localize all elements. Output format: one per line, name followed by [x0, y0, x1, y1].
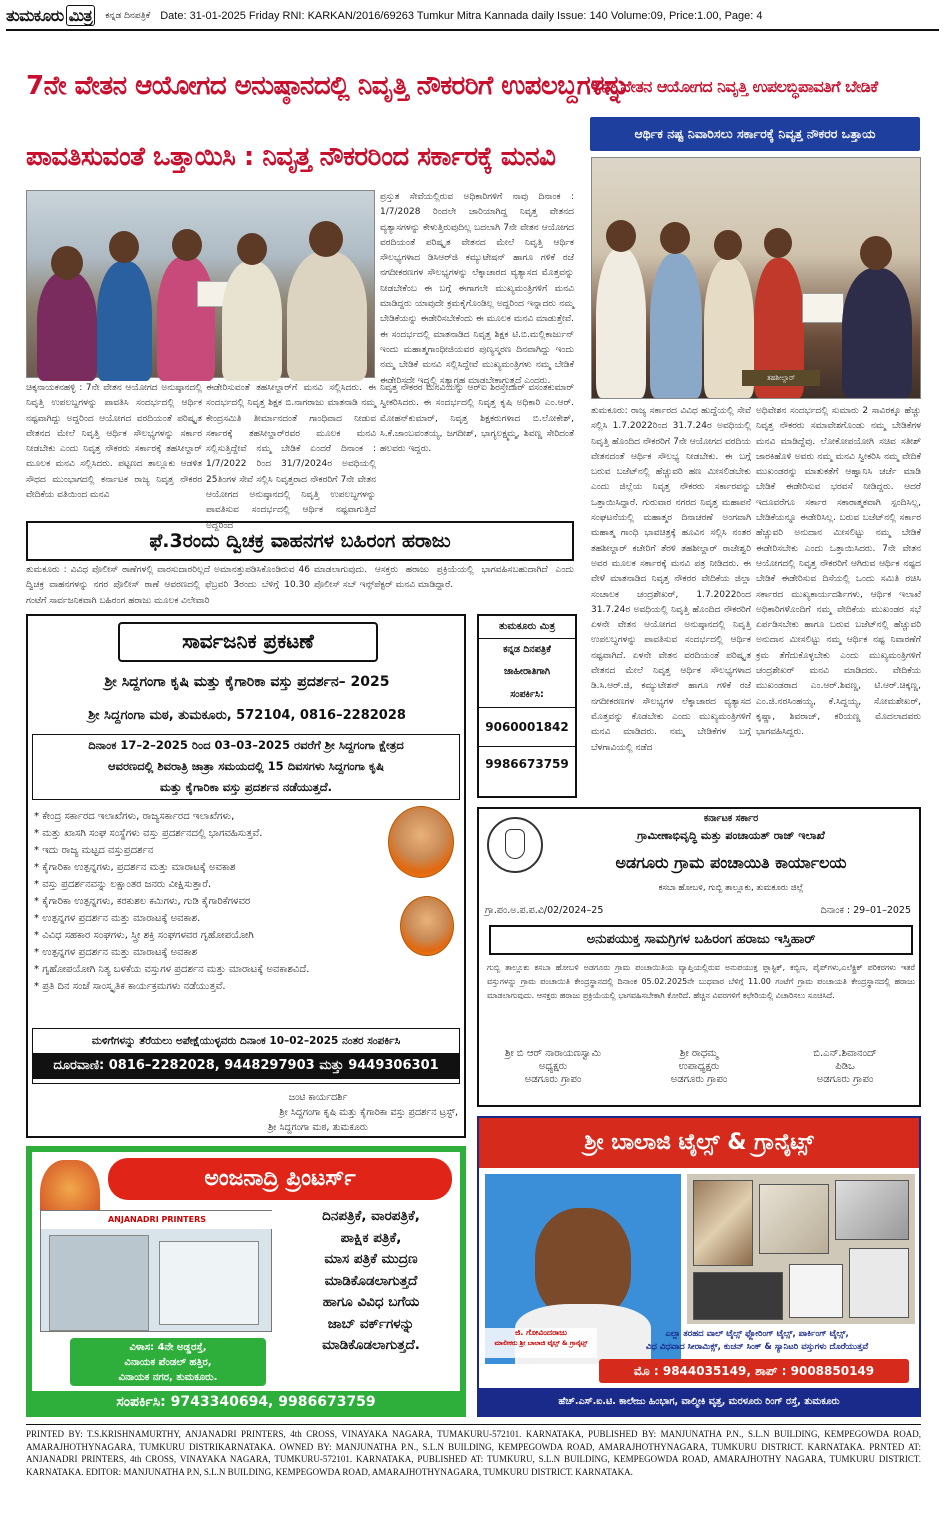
list-item: * ವಸ್ತು ಪ್ರದರ್ಶನವನ್ನು ಲಕ್ಷಾಂತರ ಜನರು ವೀಕ್ಷಿಸುತ್ತಾರೆ.: [34, 876, 394, 893]
swami-portrait: [400, 896, 454, 956]
list-item: ಜಾಬ್ ವರ್ಕ್‌ಗಳನ್ನು: [327, 1315, 415, 1332]
lead-photo: [26, 190, 375, 378]
auction-headline: ಫೆ.3ರಂದು ದ್ವಿಚಕ್ರ ವಾಹನಗಳ ಬಹಿರಂಗ ಹರಾಜು: [149, 530, 451, 552]
tiles-title: ಶ್ರೀ ಬಾಲಾಜಿ ಟೈಲ್ಸ್ & ಗ್ರಾನೈಟ್ಸ್: [479, 1118, 919, 1168]
right-story-col1: ತುಮಕೂರು: ರಾಜ್ಯ ಸರ್ಕಾರದ ವಿವಿಧ ಹುದ್ದೆಯಲ್ಲಿ ಸೇವೆ ಸಲ್ಲಿಸಿ 1.7.2022ರಿಂದ 31.7.24ರ ಅವಧಿಯಲ್ಲಿ ನಿವೃತ್ತಿ ಹೊಂದಿದ ನೌಕರರಿಗೆ 7ನೇ ಆಯೋಗದ ವರದಿಯ ವೇತನದಂತೆ ಆರ್ಥಿಕ ಸೌಲಭ್ಯ ನೀಡಬೇಕು. ಈ ಬಗ್ಗೆ ಬರುವ ಬಜೆಟ್‌ನಲ್ಲಿ ಹೆಚ್ಚುವರಿ ಹಣ ಮೀಸಲಿಡಬೇಕು ಎಂದು ಜಿಲ್ಲೆಯ ನಿವೃತ್ತ ನೌಕರರು ಸರ್ಕಾರವನ್ನು ಒತ್ತಾಯಿಸಿದ್ದಾರೆ. ಗುರುವಾರ ನಗರದ ನಿವೃತ್ತ ಮಹಾಪನೆ ಸಂಘಟನೆಯಲ್ಲಿ ಮಹಾತ್ಮರ ದಿನಾಚರಣೆ ಅಂಗವಾಗಿ ಮಹಾತ್ಮ ಗಾಂಧಿ ಭಾವಚಿತ್ರಕ್ಕೆ ಹೂವಿನ ಸಲ್ಲಿಸಿ ನಂತರ ತಹಶೀಲ್ದಾರ್ ಕಚೇರಿಗೆ ತೆರಳಿ ತಹಶೀಲ್ದಾರ್ ರಾಜೇಶ್ವರಿ ಅವರ ಮೂಲಕ ಸರ್ಕಾರಕ್ಕೆ ಮನವಿ ಪತ್ರ ನೀಡಿದರು. ಈ ವೇಳೆ ಮಾತನಾಡಿದ ನಿವೃತ್ತ ನೌಕರರ ವೇದಿಕೆಯ ಜಿಲ್ಲಾ ಸಂಚಾಲಕ ಚಂದ್ರಶೇಖರ್, 1.7.2022ರಿಂದ 31.7.24ರ ಅವಧಿಯಲ್ಲಿ ನಿವೃತ್ತಿ ಹೊಂದಿದ ನೌಕರರಿಗೆ ಏಳನೇ ವೇತನ ಆಯೋಗದ ಅನುಷ್ಠಾನದಲ್ಲಿ ನಿವೃತ್ತಿ ಉಪಲಬ್ಧಗಳನ್ನು ಪಾವತಿಸುವ ಸಂದರ್ಭದಲ್ಲಿ ಆರ್ಥಿಕ ನಷ್ಟವಾಗಿದೆ. ಏಳನೇ ವೇತನ ವರದಿಯಂತೆ ಪರಿಷ್ಕೃತ ವೇತನದ ಮೇಲೆ ನಿವೃತ್ತ ಆರ್ಥಿಕ ಸೌಲಭ್ಯಗಳಾದ ಡಿ.ಸಿ.ಆರ್.ಜಿ, ಕಮ್ಯುಟೇಶನ್ ಹಾಗೂ ಗಳಿಕೆ ರಜೆ ನಗದೀಕರಣಗಳ ಸೌಲಭ್ಯಗಳ ಲೆಕ್ಕಾಚಾರದ ವ್ಯತ್ಯಾಸದ ಮೊತ್ತವನ್ನು ಕೊಡಬೇಕು ಎಂದು ಮುಖ್ಯಮಂತ್ರಿಗಳಿಗೆ ಮನವಿ ಮಾಡಿದರು. ನಮ್ಮ ಬೇಡಿಕೆಗಳ ಬಗ್ಗೆ ಬೆಳಗಾವಿಯಲ್ಲಿ ನಡೆದ: [591, 406, 751, 753]
public-notice-contact: ಮಳಿಗೆಗಳನ್ನು ತೆರೆಯಲು ಅಪೇಕ್ಷೆಯುಳ್ಳವರು ದಿನಾಂಕ 10–02–2025 ನಂತರ ಸಂಪರ್ಕಿಸಿ ದೂರವಾಣಿ: 0816–2282028, 9448297903 ಮತ್ತು 9449306301: [32, 1028, 460, 1084]
auction-col2: ಮಾಡಲಾಗುವುದು. ಆಸಕ್ತರು ಹರಾಜು ಪ್ರಕ್ರಿಯೆಯಲ್ಲಿ ಭಾಗವಹಿಸಬಹುದಾಗಿದೆ ಎಂದು ಪೊಲೀಸ್ ಸಬ್ ಇನ್ಸ್‌ಪೆಕ್ಟರ್ ಮನವಿ ಮಾಡಿದ್ದಾರೆ.: [314, 565, 574, 591]
list-item: * ಕೇಂದ್ರ ಸರ್ಕಾರದ ಇಲಾಖೆಗಳು, ರಾಜ್ಯಸರ್ಕಾರದ ಇಲಾಖೆಗಳು,: [34, 808, 394, 825]
public-notice-title-box: [118, 622, 378, 662]
masthead: [6, 4, 939, 28]
public-notice-event: ಶ್ರೀ ಸಿದ್ದಗಂಗಾ ಕೃಷಿ ಮತ್ತು ಕೈಗಾರಿಕಾ ವಸ್ತು ಪ್ರದರ್ಶನ– 2025: [104, 674, 390, 690]
list-item: * ಉತ್ಪನ್ನಗಳ ಪ್ರದರ್ಶನ ಮತ್ತು ಮಾರಾಟಕ್ಕೆ ಅವಕಾಶ.: [34, 910, 394, 927]
list-item: ದಿನಪತ್ರಿಕೆ, ವಾರಪತ್ರಿಕೆ,: [322, 1208, 420, 1224]
ad-phone-1: 9060001842: [479, 707, 575, 746]
gp-location: ಕಸಬಾ ಹೋಬಳಿ, ಗುಬ್ಬಿ ತಾಲ್ಲೂಕು, ತುಮಕೂರು ಜಿಲ್ಲೆ: [658, 883, 804, 893]
gp-govt: ಕರ್ನಾಟಕ ಸರ್ಕಾರ: [703, 813, 759, 824]
gp-ref: ಗ್ರಾ.ಪಂ.ಅ.ಪ.ಪ.ವಿ/02/2024–25: [485, 905, 604, 916]
printers-shop-photo: [40, 1210, 272, 1332]
printers-ad: [26, 1146, 466, 1417]
masthead-rule: [6, 29, 939, 31]
gp-office: ಅಡಗೂರು ಗ್ರಾಮ ಪಂಚಾಯಿತಿ ಕಾರ್ಯಾಲಯ: [615, 853, 847, 872]
auction-col1: ತುಮಕೂರು : ವಿವಿಧ ಪೊಲೀಸ್ ಠಾಣೆಗಳಲ್ಲಿ ವಾರಸುದಾರರಿಲ್ಲದೆ ಅಮಾನತ್ತುಪಡಿಸಿಕೊಂಡಿರುವ 46 ದ್ವಿಚಕ್ರ ವಾಹನಗಳನ್ನು ನಗರ ಪೊಲೀಸ್ ಠಾಣೆ ಆವರಣದಲ್ಲಿ ಫೆಬ್ರವರಿ 3ರಂದು ಬೆಳಿಗ್ಗೆ 10.30 ಗಂಟೆಗೆ ಸಾರ್ವಜನಿಕವಾಗಿ ಬಹಿರಂಗ ಹರಾಜು ಮೂಲಕ ವಿಲೇವಾರಿ: [26, 565, 310, 606]
public-notice-dates: ದಿನಾಂಕ 17–2–2025 ರಿಂದ 03–03–2025 ರವರೆಗೆ ಶ್ರೀ ಸಿದ್ದಗಂಗಾ ಕ್ಷೇತ್ರದ ಆವರಣದಲ್ಲಿ ಶಿವರಾತ್ರಿ ಜಾತ್ರಾ ಸಮಯದಲ್ಲಿ 15 ದಿವಸಗಳು ಸಿದ್ದಗಂಗಾ ಕೃಷಿ ಮತ್ತು ಕೈಗಾರಿಕಾ ವಸ್ತು ಪ್ರದರ್ಶನ ನಡೆಯುತ್ತದೆ.: [32, 734, 460, 800]
list-item: * ಮತ್ತು ಖಾಸಗಿ ಸಂಘ ಸಂಸ್ಥೆಗಳು ವಸ್ತು ಪ್ರದರ್ಶನದಲ್ಲಿ ಭಾಗವಹಿಸುತ್ತವೆ.: [34, 825, 394, 842]
gp-notice: [477, 807, 921, 1107]
tiles-showroom-photo: [687, 1174, 915, 1324]
tiles-phones: ಮೊ : 9844035149, ಶಾಪ್ : 9008850149: [599, 1359, 909, 1383]
right-story-photo: [591, 157, 921, 399]
gp-signatory-1: ಶ್ರೀ ಬಿ ಆರ್ ನಾರಾಯಣಸ್ವಾಮಿ ಅಧ್ಯಕ್ಷರು ಅಡಗೂರು ಗ್ರಾಪಂ: [504, 1048, 602, 1085]
public-notice-address: ಶ್ರೀ ಸಿದ್ದಗಂಗಾ ಮಠ, ತುಮಕೂರು, 572104, 0816–2282028: [88, 708, 406, 723]
right-story-headline: 7ನೇ ವೇತನ ಆಯೋಗದ ನಿವೃತ್ತಿ ಉಪಲಬ್ಧಿಪಾವತಿಗೆ ಬೇಡಿಕೆ: [591, 77, 878, 96]
lead-col-right-top: ಪ್ರಸ್ತುತ ಸೇವೆಯಲ್ಲಿರುವ ಅಧಿಕಾರಿಗಳಿಗೆ ನಾವು ದಿನಾಂಕ : 1/7/2028 ರಿಂದಲೇ ಜಾರಿಯಾಗಿದ್ದ ನಿವೃತ್ತ ವೇತನದ ವ್ಯತ್ಯಾಸಗಳನ್ನು ಕೇಳುತ್ತಿರುವುದಿಲ್ಲ ಬದಲಾಗಿ 7ನೇ ವೇತನ ಆಯೋಗದ ವರದಿಯಂತೆ ಪರಿಷ್ಕೃತ ವೇತನದ ಮೇಲೆ ನಿವೃತ್ತಿ ಆರ್ಥಿಕ ಸೌಲಭ್ಯಗಳಾದ ಡಿಸಿಆರ್‌ಜಿ ಕಮ್ಯುಟೇಷನ್ ಹಾಗೂ ಗಳಿಕೆ ರಜೆ ನಗದೀಕರಣಗಳ ಸೌಲಭ್ಯಗಳನ್ನು ಲೆಕ್ಕಾಚಾರದ ವ್ಯತ್ಯಾಸದ ಮೊತ್ತವನ್ನು ನೀಡಬೇಕೆಂಬ ಈ ಬಗ್ಗೆ ಈಗಾಗಲೇ ಮುಖ್ಯಮಂತ್ರಿಗಳಿಗೆ ಮನವಿ ಮಾಡಿದ್ದರು ಯಾವುದೇ ಕ್ರಮಕೈಗೊಂಡಿಲ್ಲ ಅದ್ದರಿಂದ ಇನ್ನಾದರು ನಮ್ಮ ಬೇಡಿಕೆಯನ್ನು ಈಡೇರಿಸಬೇಕೆಂದು ಈ ಮೂಲಕ ಮನವಿ ಮಾಡುತ್ತೇವೆ. ಈ ಸಂದರ್ಭದಲ್ಲಿ ಮಾತನಾಡಿದ ನಿವೃತ್ತ ಶಿಕ್ಷಕ ಟಿ.ಬಿ.ಮಲ್ಲಿಕಾರ್ಜುನ್ ಇಂದು ಮಹಾತ್ಮಗಾಂಧೀಜಿಯವರ ಪುಣ್ಯಸ್ಮರಣ ದಿನವಾಗಿದ್ದು ಇಂದು ನಮ್ಮ ಬೇಡಿಕೆ ಮನವಿ ಸಲ್ಲಿಸಿದ್ದೇವೆ ಮುಖ್ಯಮಂತ್ರಿಗಳು ನಮ್ಮ ಬೇಡಿಕೆ ಈಡೇರಿಸದೇ ಇದ್ದಲ್ಲಿ ಸತ್ಯಾಗ್ರಹ ಮಾಡಬೇಕಾಗುತ್ತದೆ ಎಂದರು.: [380, 192, 574, 386]
list-item: ಮಾಸ ಪತ್ರಿಕೆ ಮುದ್ರಣ: [324, 1251, 418, 1267]
list-item: * ಉತ್ಪನ್ನಗಳ ಪ್ರದರ್ಶನ ಮತ್ತು ಮಾರಾಟಕ್ಕೆ ಅವಕಾಶ: [34, 944, 394, 961]
nameplate: ತಹಶೀಲ್ದಾರ್: [742, 370, 820, 386]
auction-headline-box: [26, 521, 574, 561]
printers-address: ವಿಳಾಸ: 4ನೇ ಅಡ್ಡರಸ್ತೆ, ವಿನಾಯಕ ಪೆಂಡಲ್ ಹತ್ತಿರ, ವಿನಾಯಕ ನಗರ, ತುಮಕೂರು.: [70, 1338, 266, 1386]
list-item: * ಇದು ರಾಜ್ಯ ಮಟ್ಟದ ವಸ್ತುಪ್ರದರ್ಶನ: [34, 842, 394, 859]
gp-title: ಅನುಪಯುಕ್ತ ಸಾಮಗ್ರಿಗಳ ಬಹಿರಂಗ ಹರಾಜು ಇಸ್ತಿಹಾರ್: [586, 932, 816, 947]
ad-contact-box: ತುಮಕೂರು ಮಿತ್ರ ಕನ್ನಡ ದಿನಪತ್ರಿಕೆ ಜಾಹೀರಾತಿಗಾಗಿ ಸಂಪರ್ಕಿಸಿ: 9060001842 9986673759: [477, 614, 577, 798]
right-story-subhead: ಆರ್ಥಿಕ ನಷ್ಟ ನಿವಾರಿಸಲು ಸರ್ಕಾರಕ್ಕೆ ನಿವೃತ್ತ ನೌಕರರ ಒತ್ತಾಯ: [590, 117, 920, 151]
lead-headline-line2: ಪಾವತಿಸುವಂತೆ ಒತ್ತಾಯಿಸಿ : ನಿವೃತ್ತ ನೌಕರರಿಂದ ಸರ್ಕಾರಕ್ಕೆ ಮನವಿ: [26, 142, 556, 172]
list-item: * ವಿವಿಧ ಸಹಕಾರ ಸಂಘಗಳು, ಸ್ತ್ರೀ ಶಕ್ತಿ ಸಂಘಗಳವರ ಗೃಹೋಪಯೋಗಿ: [34, 927, 394, 944]
printers-title: ಅಂಜನಾದ್ರಿ ಪ್ರಿಂಟರ್ಸ್: [108, 1158, 452, 1200]
masthead-info: Date: 31-01-2025 Friday RNI: KARKAN/2016/69263 Tumkur Mitra Kannada daily Issue: 140 Volume:09, Price:1.00, Page: 4: [160, 10, 763, 22]
lead-col-left: ಚಿಕ್ಕನಾಯಕನಹಳ್ಳಿ : 7ನೇ ವೇತನ ಆಯೋಗದ ಅನುಷ್ಠಾನದಲ್ಲಿ ನಿವೃತ್ತಿ ಉಪಲಬ್ದಗಳನ್ನು ಪಾವತಿಸಿ ಸಂದರ್ಭದಲ್ಲಿ ಆರ್ಥಿಕ ನಷ್ಟವಾಗಿದ್ದು ಅದ್ದರಿಂದ ಆಯೋಗದ ವರದಿಯಂತೆ ಪರಿಷ್ಕೃತ ವೇತನದ ಮೇಲೆ ನಿವೃತ್ತಿ ಆರ್ಥಿಕ ಸೌಲಭ್ಯಗಳನ್ನು ಸರ್ಕಾರ ನೀಡಬೇಕು ಎಂದು ನಿವೃತ್ತ ನೌಕರರು ಸರ್ಕಾರಕ್ಕೆ ತಹಸೀಲ್ದಾರ್ ಮೂಲಕ ಮನವಿ ಸಲ್ಲಿಸಿದರು. ಪಟ್ಟಣದ ತಾಲ್ಲೂಕು ಆಡಳಿತ ಸೌಧದ ಮುಂಭಾಗದಲ್ಲಿ ಕರ್ನಾಟಕ ರಾಜ್ಯ ನಿವೃತ್ತ ನೌಕರರ ವೇದಿಕೆಯ ವತಿಯಿಂದ ಮನವಿ: [26, 383, 202, 501]
list-item: * ಕೈಗಾರಿಕಾ ಉತ್ಪನ್ನಗಳು, ಕರಕುಶಲ ಕಮಿಗಳು, ಗುಡಿ ಕೈಗಾರಿಕೆಗಳವರ: [34, 893, 394, 910]
list-item: ಮಾಡಿಕೊಡಲಾಗುತ್ತದೆ: [324, 1272, 418, 1289]
lead-col-mid: ಈಡೇರಿಸುವಂತೆ ತಹಸೀಲ್ದಾರ್‌ಗೆ ಮನವಿ ಸಲ್ಲಿಸಿದರು. ಈ ಸಂದರ್ಭದಲ್ಲಿ ನಿವೃತ್ತ ಶಿಕ್ಷಕ ಬಿ.ನಾಗರಾಜು ಮಾತನಾಡಿ ನಮ್ಮ ಕೇಂದ್ರಸಮಿತಿ ತೀರ್ಮಾನದಂತೆ ಗಾಂಧಿವಾದ ನೀಡುವ ಸರ್ಕಾರಕ್ಕೆ ತಹಸೀಲ್ದಾರ್‌ರವರ ಮೂಲಕ ಮನವಿ ಸಲ್ಲಿಸುತ್ತಿದ್ದೇವೆ ನಮ್ಮ ಬೇಡಿಕೆ ಏಂದರೆ ದಿನಾಂಕ : 1/7/2022 ರಿಂದ 31/7/2024ರ ಅವಧಿಯಲ್ಲಿ 25ತಿಂಗಳ ಸೇವೆ ಸಲ್ಲಿಸಿ ನಿವೃತ್ತರಾದ ನೌಕರರಿಗೆ 7ನೇ ವೇತನ ಆಯೋಗದ ಅನುಷ್ಠಾನದಲ್ಲಿ ನಿವೃತ್ತಿ ಉಪಲಬ್ಧಗಳನ್ನು ಪಾವತಿಸುವ ಸಂದರ್ಭದಲ್ಲಿ ಆರ್ಥಿಕ ನಷ್ಟವಾಗುತ್ತಿದೆ ಅದ್ದರಿಂದ: [206, 383, 376, 531]
list-item: * ಕೈಗಾರಿಕಾ ಉತ್ಪನ್ನಗಳು, ಪ್ರದರ್ಶನ ಮತ್ತು ಮಾರಾಟಕ್ಕೆ ಅವಕಾಶ: [34, 859, 394, 876]
tiles-address: ಹೆಚ್.ಎಸ್.ಐ.ಟಿ. ಕಾಲೇಜು ಹಿಂಭಾಗ, ವಾಲ್ಮೀಕಿ ವೃತ್ತ, ಮರಳೂರು ರಿಂಗ್ ರಸ್ತೆ, ತುಮಕೂರು: [479, 1388, 919, 1415]
gp-date: ದಿನಾಂಕ : 29–01–2025: [820, 905, 911, 916]
swami-portrait: [388, 806, 454, 878]
masthead-logo: ತುಮಕೂರು ಮಿತ್ರ: [6, 6, 95, 26]
printers-services: [282, 1206, 460, 1357]
gp-dept: ಗ್ರಾಮೀಣಾಭಿವೃದ್ಧಿ ಮತ್ತು ಪಂಚಾಯತ್ ರಾಜ್ ಇಲಾಖೆ: [637, 829, 825, 842]
lead-col-right-bottom: ನಿವೃತ್ತ ನೌಕರರ ಮನವಿಯನ್ನು ಆರ್‌ಐ ಶಿರಸ್ತೇದಾರ್ ವಸಂತಕುಮಾರ್ ಸ್ವೀಕರಿಸಿದರು. ಈ ಸಂದರ್ಭದಲ್ಲಿ ನಿವೃತ್ತ ಕೃಷಿ ಅಧಿಕಾರಿ ಎಂ.ಆರ್. ಮೋಹನ್‌ಕುಮಾರ್, ನಿವೃತ್ತ ಶಿಕ್ಷಕರುಗಳಾದ ಬಿ.ಲೋಕೇಶ್, ಸಿ.ಕೆ.ಜಾಂಬವಂತಯ್ಯ, ಜಗದೀಶ್, ಭಾಗ್ಯಲಕ್ಷ್ಮಮ್ಮ, ಶಿವಣ್ಣ ಸೇರಿದಂತೆ ಹಲವರು ಇದ್ದರು.: [380, 383, 574, 455]
right-story-col2: ಅಧಿವೇಶನ ಸಂದರ್ಭದಲ್ಲಿ ಸುಮಾರು 2 ಸಾವಿರಕ್ಕೂ ಹೆಚ್ಚು ನಿವೃತ್ತ ನೌಕರರು ಸಮಾವೇಶಗೊಂಡು ನಮ್ಮ ಬೇಡಿಕೆಗಳ ಮನವಿ ಮಾಡಿದ್ದೆವು. ಲೋಕೋಪಯೋಗಿ ಸಚಿವ ಸತೀಶ್ ಜಾರಕಿಹೊಳಿ ಅವರು ನಮ್ಮ ಮನವಿ ಸ್ವೀಕರಿಸಿ ನಮ್ಮ ವೇದಿಕೆ ಮುಖಂಡರನ್ನು ಮಾತುಕತೆಗೆ ಆಹ್ವಾನಿಸಿ ಚರ್ಚೆ ಮಾಡಿ ಬೇಡಿಕೆ ಈಡೇರಿಸುವ ಭರವಸೆ ನೀಡಿದ್ದರು. ಆದರೆ ಇದೂವರೆಗೂ ಸರ್ಕಾರ ಸಕಾರಾತ್ಮಕವಾಗಿ ಸ್ಪಂದಿಸಿಲ್ಲ, ಬೇಡಿಕೆಯನ್ನೂ ಈಡೇರಿಸಿಲ್ಲ. ಬರುವ ಬಜೆಟ್‌ನಲ್ಲಿ ಸರ್ಕಾರ ಹೆಚ್ಚುವರಿ ಅನುದಾನ ಮೀಸಲಿಟ್ಟು ನಮ್ಮ ಬೇಡಿಕೆ ಈಡೇರಿಸಬೇಕು ಎಂದು ಒತ್ತಾಯಿಸಿದರು. 7ನೇ ವೇತನ ಆಯೋಗದಲ್ಲಿ ನಿವೃತ್ತ ನೌಕರರಿಗೆ ಆಗಿರುವ ಆರ್ಥಿಕ ನಷ್ಟದ ಬೇಡಿಕೆ ಈಡೇರಿಸುವ ದಿಸೆಯಲ್ಲಿ ಒಂದು ಸಮಿತಿ ರಚಿಸಿ ಸರ್ಕಾರದ ಮುಖ್ಯಕಾರ್ಯದರ್ಶಿಗಳು, ಆರ್ಥಿಕ ಇಲಾಖೆ ಅಧಿಕಾರಿಗಳೊಂದಿಗೆ ನಮ್ಮ ವೇದಿಕೆಯ ಮುಖಂಡರ ಸಭೆ ಏರ್ಪಡಿಸಬೇಕು ಹಾಗೂ ಬರುವ ಬಜೆಟ್‌ನಲ್ಲಿ ಹೆಚ್ಚುವರಿ ಅನುದಾನ ಮೀಸಲಿಟ್ಟು ನಮ್ಮ ಆರ್ಥಿಕ ನಷ್ಟ ನಿವಾರಣೆಗೆ ಕ್ರಮ ತೆಗೆದುಕೊಳ್ಳಬೇಕು ಎಂದು ಮುಖ್ಯಮಂತ್ರಿಗಳಿಗೆ ಚಂದ್ರಶೇಖರ್ ಮನವಿ ಮಾಡಿದರು. ವೇದಿಕೆಯ ಮುಖಂಡರಾದ ಎಂ.ಆರ್.ಶಿವಣ್ಣ, ಟಿ.ಆರ್.ಚಿಕ್ಕಣ್ಣ, ಎಂ.ಜಿ.ನರಸಿಂಹಯ್ಯ, ಕೆ.ಸಿದ್ದಯ್ಯ, ಸೋಮಶೇಖರ್, ಕೃಷ್ಣಾ, ಶಿವರಾಜ್, ಕರಿಯಣ್ಣ ಮೊದಲಾದವರು ಭಾಗವಹಿಸಿದ್ದರು.: [756, 406, 921, 738]
gp-signatory-2: ಶ್ರೀ ರಾಧಮ್ಮ ಉಪಾಧ್ಯಕ್ಷರು ಅಡಗೂರು ಗ್ರಾಪಂ: [670, 1048, 728, 1085]
list-item: ಮಾಡಿಕೊಡಲಾಗುತ್ತದೆ.: [322, 1337, 420, 1353]
printers-shop-sign: ANJANADRI PRINTERS: [41, 1211, 273, 1229]
list-item: * ಪ್ರತಿ ದಿನ ಸಂಜೆ ಸಾಂಸ್ಕೃತಿಕ ಕಾರ್ಯಕ್ರಮಗಳು ನಡೆಯುತ್ತವೆ.: [34, 978, 394, 995]
tiles-owner: ಜಿ. ಗೋವಿಂದರಾಜು ಮಾಲೀಕರು ಶ್ರೀ ಬಾಲಾಜಿ ಟೈಲ್ಸ್ & ಗ್ರಾನೈಟ್ಸ್: [485, 1328, 597, 1358]
masthead-tagline: ಕನ್ನಡ ದಿನಪತ್ರಿಕೆ: [105, 11, 151, 21]
lead-headline-line1: 7ನೇ ವೇತನ ಆಯೋಗದ ಅನುಷ್ಠಾನದಲ್ಲಿ ನಿವೃತ್ತಿ ನೌಕರರಿಗೆ ಉಪಲಬ್ದಗಳನ್ನು: [26, 71, 630, 101]
list-item: ಪಾಕ್ಷಿಕ ಪತ್ರಿಕೆ,: [340, 1229, 402, 1246]
public-notice-bullets: [34, 808, 394, 995]
footer-rule: [26, 1424, 921, 1425]
public-notice-signature: ಜಂಟಿ ಕಾರ್ಯದರ್ಶಿ ಶ್ರೀ ಸಿದ್ದಗಂಗಾ ಕೃಷಿ ಮತ್ತು ಕೈಗಾರಿಕಾ ವಸ್ತು ಪ್ರದರ್ಶನ ಟ್ರಸ್ಟ್, ಶ್ರೀ ಸಿದ್ದಗಂಗಾ ಮಠ, ತುಮಕೂರು: [268, 1092, 458, 1133]
public-notice-title: ಸಾರ್ವಜನಿಕ ಪ್ರಕಟಣೆ: [182, 629, 314, 653]
ad-phone-2: 9986673759: [479, 746, 575, 781]
gp-body: ಗುಬ್ಬಿ ತಾಲ್ಲೂಕು ಕಸಬಾ ಹೋಬಳಿ ಅಡಗೂರು ಗ್ರಾಮ ಪಂಚಾಯಿತಿಯ ವ್ಯಾಪ್ತಿಯಲ್ಲಿರುವ ಅನುಪಯುಕ್ತ ಪ್ಲಾಸ್ಟಿಕ್, ಕಬ್ಬಿಣ, ಪೈಪ್‌ಗಳು,ಎಲೆಕ್ಟ್ರಿಕ್ ಪರಿಕರಗಳು ಇತರೆ ವಸ್ತುಗಳನ್ನು ಗ್ರಾಮ ಪಂಚಾಯಿತಿ ಕೇಂದ್ರಸ್ಥಾನದಲ್ಲಿ ದಿನಾಂಕ 05.02.2025ನೇ ಬುಧವಾರ ಬೆಳಿಗ್ಗೆ 11.00 ಗಂಟೆಗೆ ಗ್ರಾಮ ಪಂಚಾಯತಿ ಕೇಂದ್ರಸ್ಥಾನದಲ್ಲಿ ಹರಾಜು ಮಾಡಲಾಗುವುದು. ಆಸಕ್ತರು ಹರಾಜು ಪ್ರಕ್ರಿಯೆಯಲ್ಲಿ ಭಾಗವಹಿಸಬೇಕಾಗಿ ಕೋರಿದೆ. ಹೆಚ್ಚಿನ ವಿವರಗಳಿಗೆ ಕಛೇರಿಯಲ್ಲಿ ವಿಚಾರಿಸಲು ಸೂಚಿಸಿದೆ.: [487, 963, 915, 1000]
karnataka-emblem-icon: [487, 817, 543, 873]
list-item: ಹಾಗೂ ವಿವಿಧ ಬಗೆಯ: [322, 1294, 420, 1310]
gp-signatory-3: ಬಿ.ಎನ್.ಶಿವಾನಂದ್ ಪಿಡಿಒ ಅಡಗೂರು ಗ್ರಾಪಂ: [813, 1048, 877, 1085]
tiles-description: ಎಲ್ಲಾ ತರಹದ ವಾಲ್ ಟೈಲ್ಸ್ ಫ್ಲೋರಿಂಗ್ ಟೈಲ್ಸ್, ಪಾರ್ಕಿಂಗ್ ಟೈಲ್ಸ್, ವಿಧ ವಿಧವಾದ ಸೀರಾಮಿಕ್ಸ್, ಕುಚನ್ ಸಿಂಕ್ & ಸ್ಯಾನಿಟರಿ ವಸ್ತುಗಳು ದೊರೆಯುತ್ತವೆ: [645, 1329, 869, 1352]
public-notice-ad: [26, 614, 466, 1138]
tiles-ad: [477, 1116, 921, 1417]
public-notice-phones: ದೂರವಾಣಿ: 0816–2282028, 9448297903 ಮತ್ತು 9449306301: [33, 1053, 459, 1079]
imprint-footer: PRINTED BY: T.S.KRISHNAMURTHY, ANJANADRI PRINTERS, 4th CROSS, VINAYAKA NAGARA, TUMAKURU-572101. KARNATAKA, PUBLISHED BY: MANJUNATHA P.N., S.L.N BUILDING, KEMPEGOWDA ROAD, AMARAJHOTHYNAGARA, TUMKURU DISTRIKARNATAKA. OWNED BY: MANJUNATHA P.N., S.L.N BUILDING, KEMPEGOWDA ROAD, AMARAJHOTHYNAGARA, TUMKURU DISTRICT. KARNATAKA. PRNTED AT: ANJANADRI PRINTERS, 4th CROSS, VINAYAKA NAGARA, TUMKURU-572101. KARNATAKA, PUBLISHED AT: TUMKURU, S.L.N BUILDING, KEMPEGOWDA ROAD, AMARAJHOTHY NAGARA, TUMKURU DISTRICT. KARNATAKA. EDITOR: MANJUNATHA P.N, S.L.N BUILDING, KEMPEGOWDA ROAD, AMARAJHOTHYNAGARA, TUMKURU DISTRICT. KARNATAKA.: [26, 1429, 921, 1477]
list-item: * ಗೃಹೋಪಯೋಗಿ ನಿತ್ಯ ಬಳಕೆಯ ವಸ್ತುಗಳ ಪ್ರದರ್ಶನ ಮತ್ತು ಮಾರಾಟಕ್ಕೆ ಅವಕಾಶವಿದೆ.: [34, 961, 394, 978]
gp-title-box: [489, 925, 913, 955]
printers-contact: ಸಂಪರ್ಕಿಸಿ: 9743340694, 9986673759: [32, 1391, 460, 1417]
